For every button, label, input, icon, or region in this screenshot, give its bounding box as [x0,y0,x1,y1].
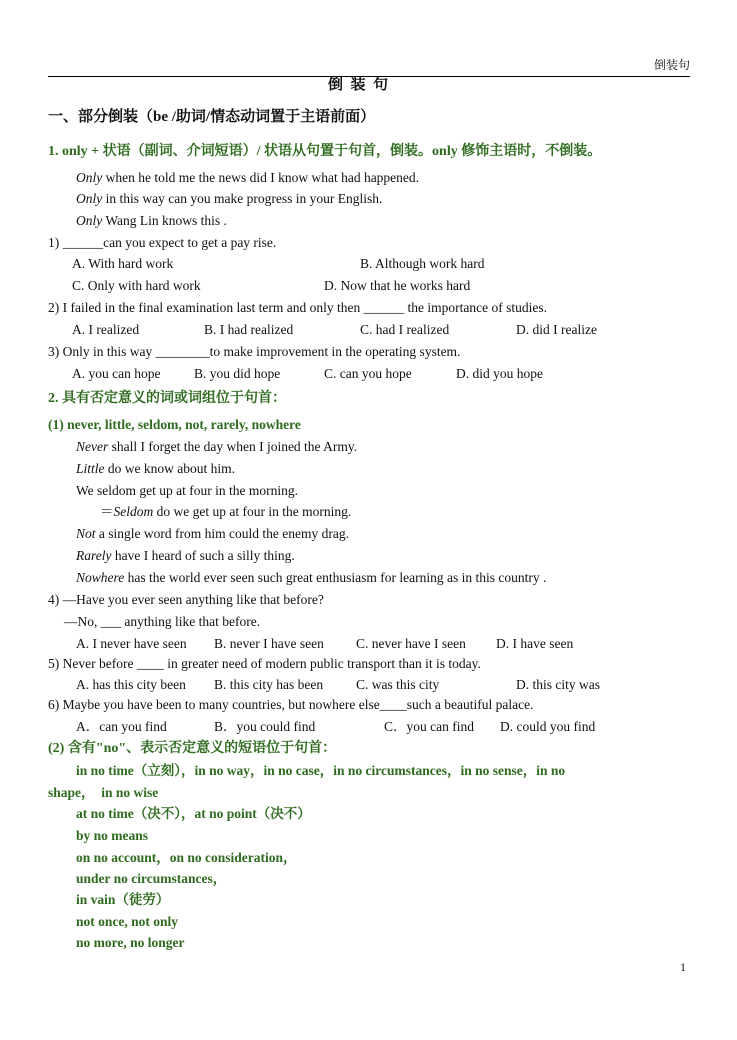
phrase-line: by no means [76,828,149,843]
example-sentence: Only when he told me the news did I know what had happened. [76,170,420,185]
exercise-question-reply: —No, ___ anything like that before. [64,614,261,629]
exercise-option: A. I never have seen [76,636,187,651]
example-sentence: Not a single word from him could the enemy drag. [76,526,349,541]
exercise-option: D. could you find [500,719,596,734]
exercise-option: B. I had realized [204,322,294,337]
example-sentence: We seldom get up at four in the morning. [76,483,298,498]
phrase-line: under no circumstances， [76,871,227,886]
exercise-option: C．you can find [384,719,474,734]
exercise-option: C. can you hope [324,366,412,381]
section1-heading: 一、部分倒装（be /助词/情态动词置于主语前面） [48,109,376,125]
exercise-option: D. Now that he works hard [324,278,471,293]
example-sentence: Only Wang Lin knows this . [76,213,227,228]
running-header: 倒装句 [654,58,691,72]
exercise-option: B．you could find [214,719,316,734]
exercise-option: D. I have seen [496,636,574,651]
phrase-line: not once, not only [76,914,179,929]
exercise-option: B. Although work hard [360,256,485,271]
exercise-option: C. had I realized [360,322,450,337]
phrase-line: on no account，on no consideration， [76,850,297,865]
exercise-option: B. this city has been [214,677,324,692]
section2-sub2-heading: (2) 含有"no"、表示否定意义的短语位于句首： [48,741,337,756]
example-sentence: Rarely have I heard of such a silly thing. [76,548,295,563]
exercise-question: 5) Never before ____ in greater need of modern public transport than it is today. [48,656,481,671]
example-sentence: Little do we know about him. [76,461,236,476]
exercise-question: 3) Only in this way ________to make improvement in the operating system. [48,344,461,359]
exercise-option: A. I realized [72,322,140,337]
phrase-line: no more, no longer [76,935,185,950]
phrase-line: in no time（立刻），in no way，in no case，in no circumstances，in no sense，in no [76,763,566,778]
exercise-option: C. never have I seen [356,636,466,651]
exercise-option: B. never I have seen [214,636,324,651]
exercise-option: B. you did hope [194,366,281,381]
exercise-question: 4) —Have you ever seen anything like that before? [48,592,324,607]
example-sentence: Nowhere has the world ever seen such great enthusiasm for learning as in this country . [76,570,547,585]
page-number: 1 [680,960,686,974]
exercise-option: A．can you find [76,719,167,734]
page-title: 倒 装 句 [328,77,389,93]
exercise-option: A. has this city been [76,677,186,692]
phrase-line: in vain（徒劳） [76,892,170,907]
exercise-option: D. did I realize [516,322,597,337]
phrase-line: shape， in no wise [48,785,159,800]
exercise-question: 1) ______can you expect to get a pay rise. [48,235,277,250]
exercise-option: D. this city was [516,677,600,692]
exercise-option: C. Only with hard work [72,278,201,293]
exercise-option: A. you can hope [72,366,161,381]
example-sentence: ＝Seldom do we get up at four in the morning. [100,504,352,519]
example-sentence: Only in this way can you make progress in your English. [76,191,383,206]
section1-point1-heading: 1. only + 状语（副词、介词短语）/ 状语从句置于句首，倒装。only 修饰主语时，不倒装。 [48,144,602,159]
section2-heading: 2. 具有否定意义的词或词组位于句首： [48,391,286,406]
exercise-option: C. was this city [356,677,440,692]
exercise-option: D. did you hope [456,366,543,381]
example-sentence: Never shall I forget the day when I joined the Army. [76,439,358,454]
exercise-question: 2) I failed in the final examination last term and only then ______ the importance of studies. [48,300,547,315]
section2-sub1-heading: (1) never, little, seldom, not, rarely, nowhere [48,417,301,432]
phrase-line: at no time（决不），at no point（决不） [76,806,311,821]
exercise-question: 6) Maybe you have been to many countries, but nowhere else____such a beautiful palace. [48,697,534,712]
exercise-option: A. With hard work [72,256,174,271]
